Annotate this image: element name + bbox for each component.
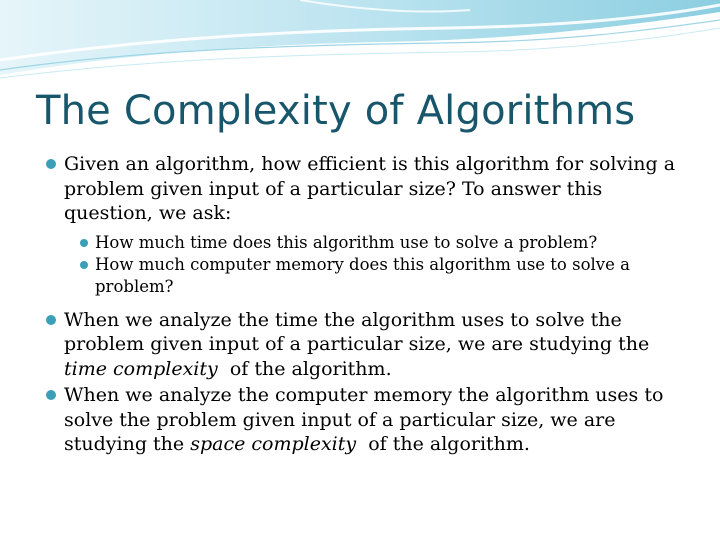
bullet-icon (80, 239, 88, 247)
bullet-icon (46, 315, 56, 325)
bullet-text-post: of the algorithm. (217, 357, 392, 380)
sub-bullet-text: How much computer memory does this algorithm use to solve a problem? (95, 254, 630, 296)
sub-bullet-memory (40, 254, 680, 298)
bullet-text-pre: When we analyze the computer memory the algorithm uses to solve the problem given input of a particular size, we are studying the (64, 384, 664, 455)
term-space-complexity: space complexity (190, 433, 357, 455)
bullet-space-complexity (40, 383, 680, 457)
bullet-icon (80, 261, 88, 269)
term-time-complexity: time complexity (64, 357, 218, 380)
bullet-text-post: of the algorithm. (356, 433, 530, 455)
bullet-efficiency-question (40, 152, 680, 226)
bullet-icon (46, 159, 56, 169)
sub-bullet-text: How much time does this algorithm use to solve a problem? (95, 232, 598, 252)
bullet-time-complexity (40, 308, 680, 382)
bullet-text-pre: When we analyze the time the algorithm uses to solve the problem given input of a particular size, we are studying the (64, 308, 650, 355)
bullet-icon (46, 390, 56, 400)
slide-title: The Complexity of Algorithms (36, 88, 636, 134)
sub-bullet-time (40, 232, 680, 254)
bullet-text: Given an algorithm, how efficient is this algorithm for solving a problem given input of a particular size? To answer this question, we ask: (64, 153, 676, 224)
sub-bullet-list (40, 232, 680, 298)
slide-body (40, 152, 680, 463)
header-wave-decoration (0, 0, 720, 90)
